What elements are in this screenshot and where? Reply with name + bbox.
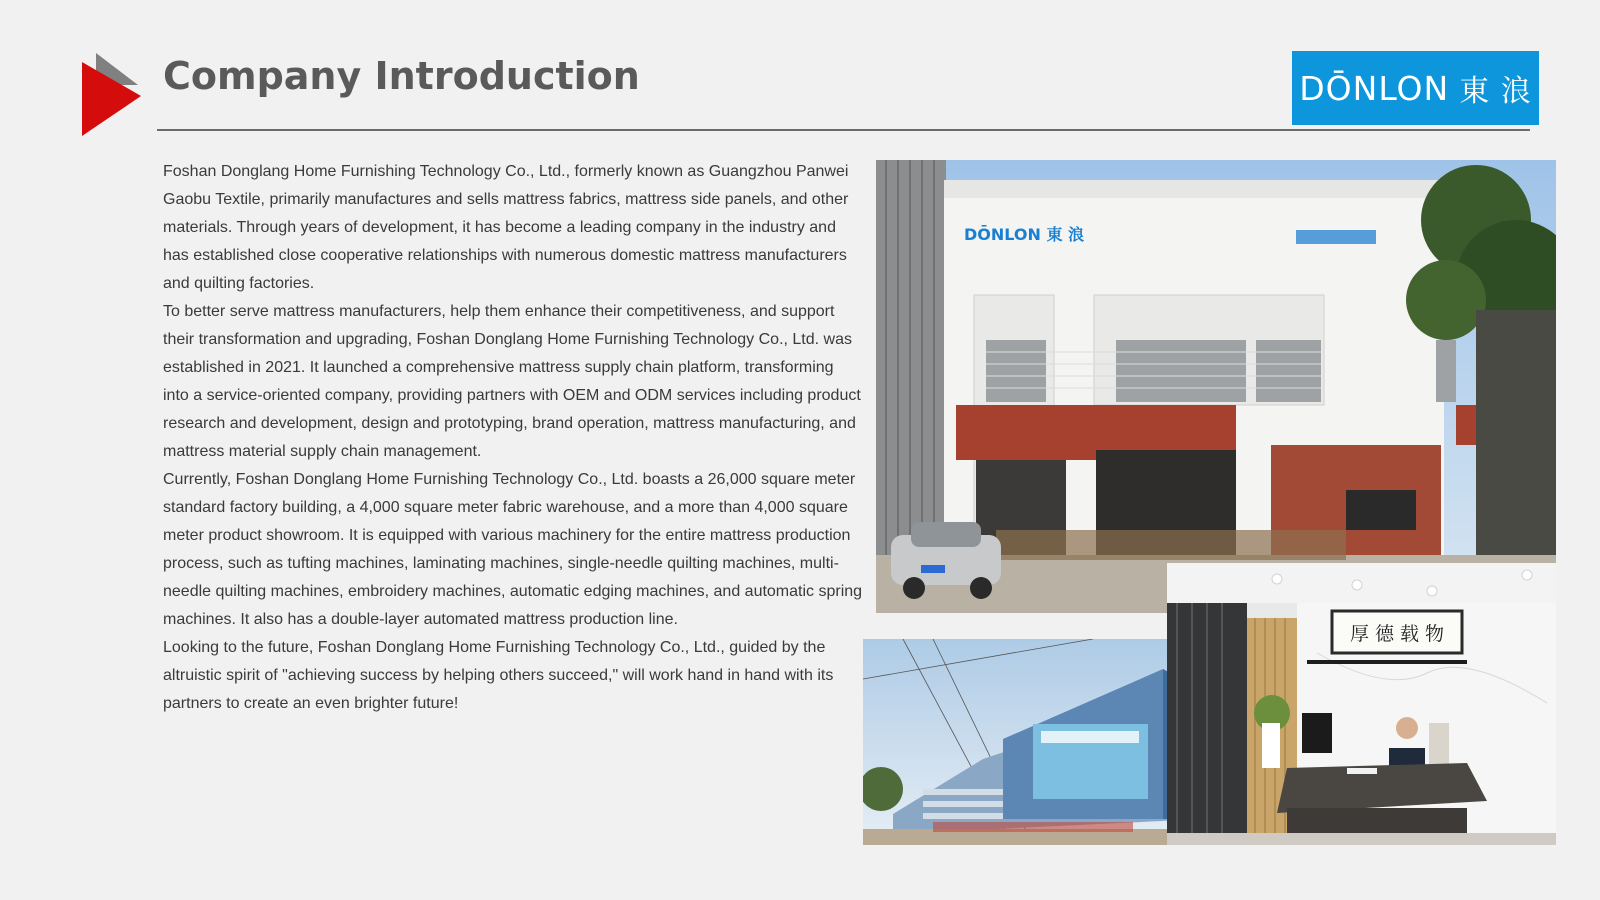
paragraph-future: Looking to the future, Foshan Donglang Home Furnishing Technology Co., Ltd., guided by the altruistic spirit of "achieving success by helping others succeed," will work hand in hand with its partners to create an even brighter future! xyxy=(163,639,834,712)
arrow-decoration-icon xyxy=(78,50,148,140)
logo-chinese-text: 東 浪 xyxy=(1459,74,1532,109)
building-photo xyxy=(876,160,1556,613)
paragraph-establishment: To better serve mattress manufacturers, help them enhance their competitiveness, and support their transformation and upgrading, Foshan Donglang Home Furnishing Technology Co., Ltd. was established in 2021. It launched a comprehensive mattress supply chain platform, transforming into a service-oriented company, providing partners with OEM and ODM services including product research and development, design and prototyping, brand operation, mattress manufacturing, and mattress material supply chain management. xyxy=(163,303,861,460)
office-photo xyxy=(1167,563,1556,845)
page-title: Company Introduction xyxy=(163,54,640,98)
header-divider xyxy=(157,129,1530,131)
company-logo xyxy=(1292,51,1539,125)
building-sign-text: DŌNLON 東 浪 xyxy=(964,225,1085,244)
logo-text: DŌNLON xyxy=(1299,68,1450,108)
paragraph-history: Foshan Donglang Home Furnishing Technology Co., Ltd., formerly known as Guangzhou Panwei Gaobu Textile, primarily manufactures and sells mattress fabrics, mattress side panels, and other materials. Through years of development, it has become a leading company in the industry and has established close cooperative relationships with numerous domestic mattress manufacturers and quilting factories. xyxy=(163,163,849,292)
intro-text xyxy=(163,158,863,718)
calligraphy-text: 厚 德 载 物 xyxy=(1349,623,1445,645)
paragraph-facilities: Currently, Foshan Donglang Home Furnishing Technology Co., Ltd. boasts a 26,000 square meter standard factory building, a 4,000 square meter fabric warehouse, and a more than 4,000 square meter product showroom. It is equipped with various machinery for the entire mattress production process, such as tufting machines, laminating machines, single-needle quilting machines, multi-needle quilting machines, embroidery machines, automatic edging machines, and automatic spring machines. It also has a double-layer automated mattress production line. xyxy=(163,471,863,628)
